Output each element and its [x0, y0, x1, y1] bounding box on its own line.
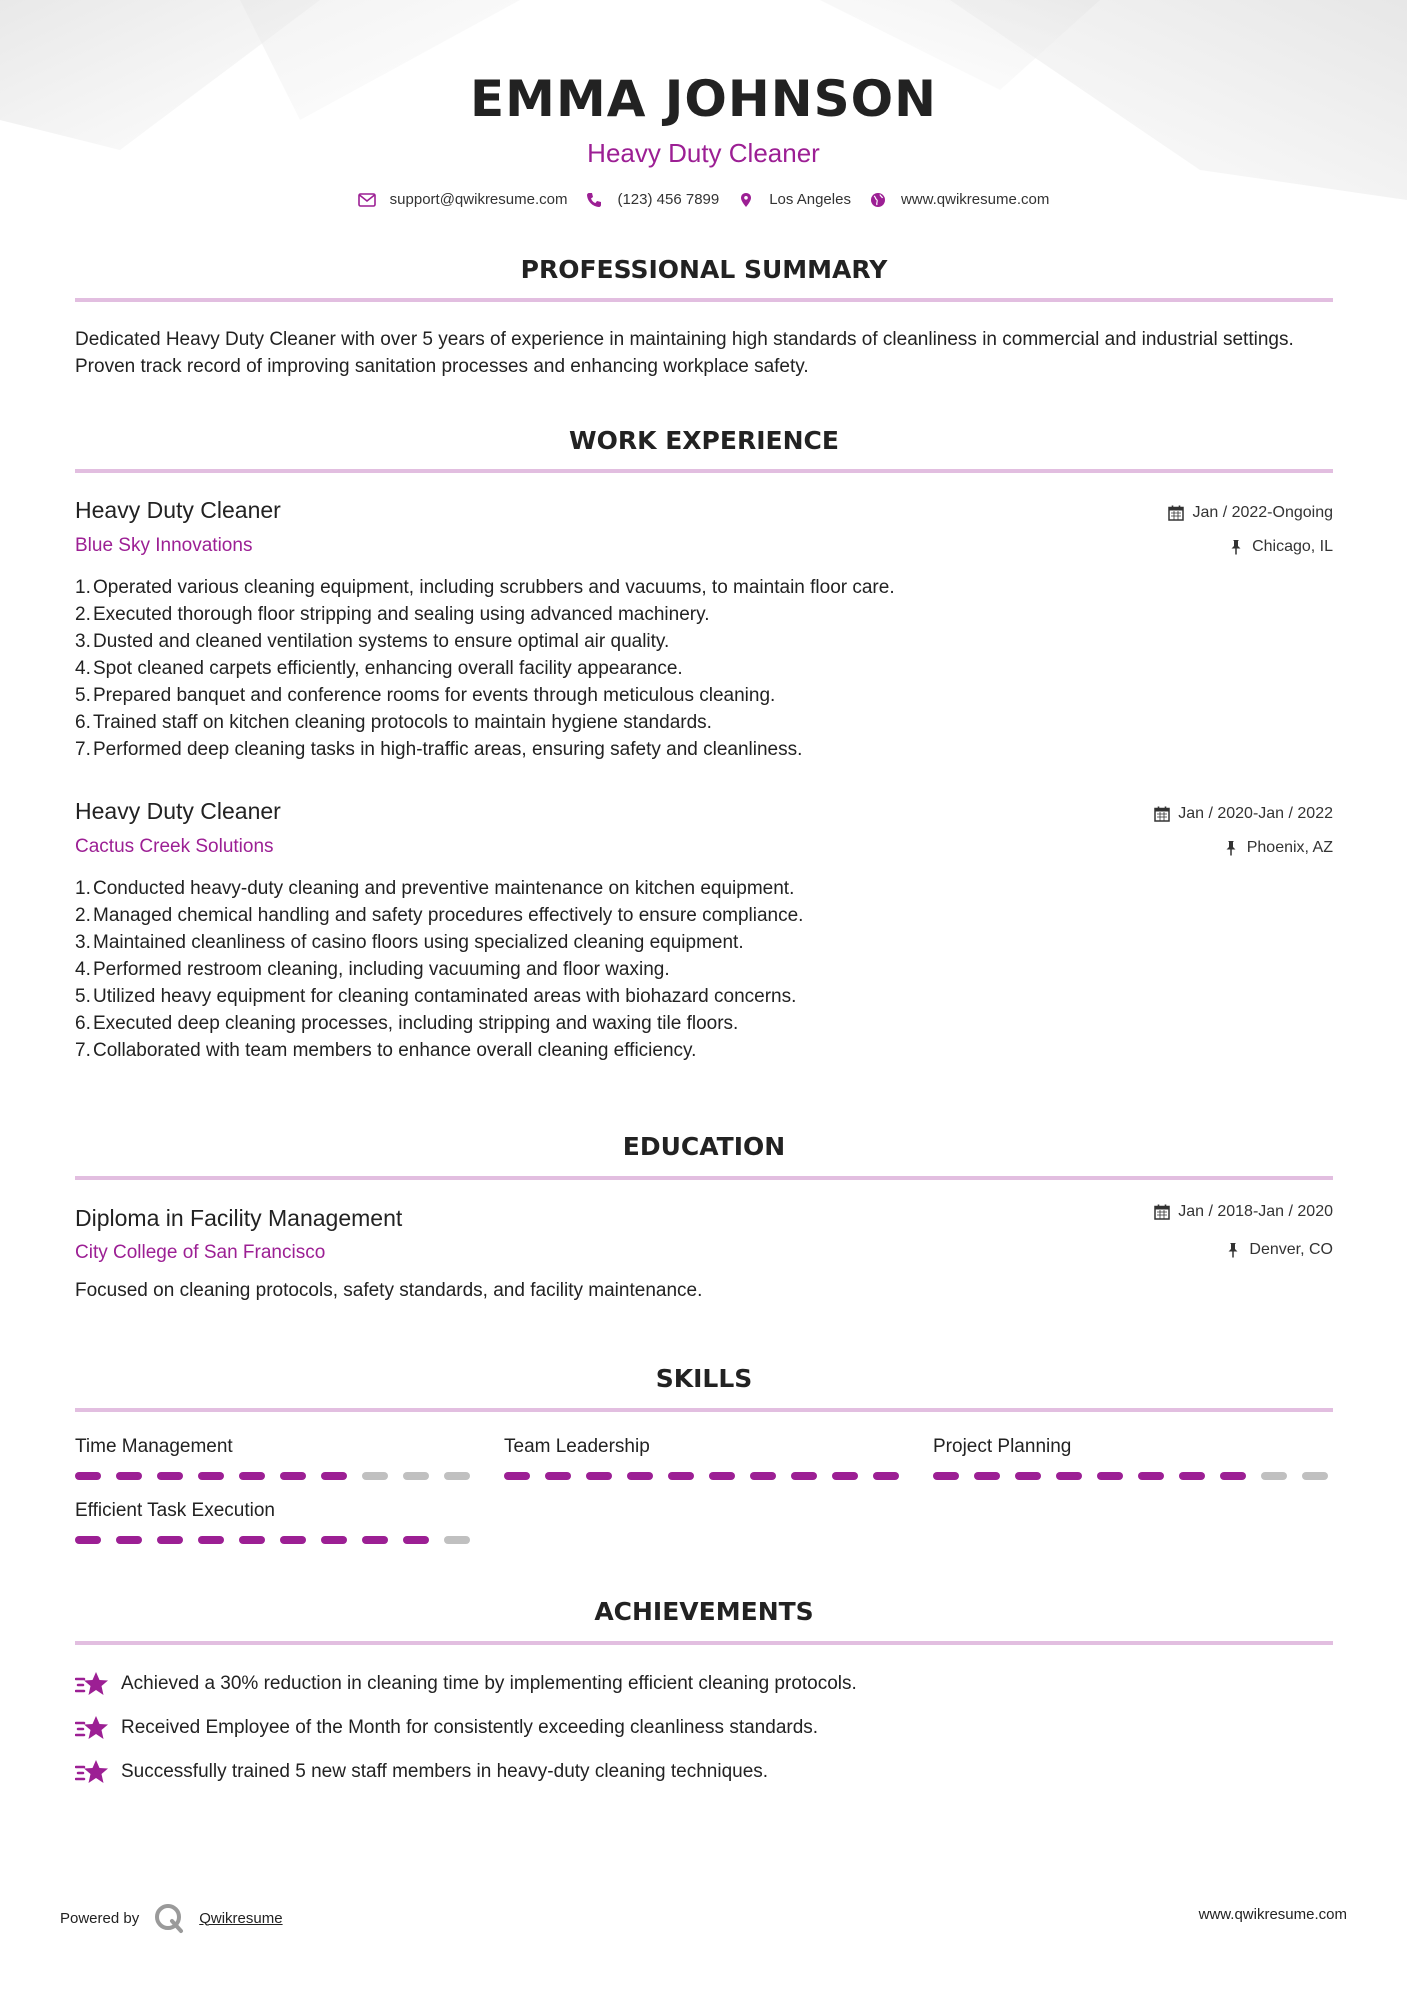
- job-1-company: Blue Sky Innovations: [75, 535, 253, 556]
- skill-dash-filled: [627, 1472, 653, 1480]
- list-item-text: Managed chemical handling and safety procedures effectively to ensure compliance.: [93, 905, 804, 926]
- skill-dash-filled: [586, 1472, 612, 1480]
- skill-dash-empty: [444, 1472, 470, 1480]
- skills-divider: [75, 1408, 1333, 1412]
- phone-icon: [585, 192, 603, 208]
- list-item-text: Dusted and cleaned ventilation systems to ensure optimal air quality.: [93, 631, 670, 652]
- pushpin-icon: [1228, 539, 1244, 555]
- job-2-dates-text: Jan / 2020-Jan / 2022: [1178, 805, 1333, 822]
- resume-header: [0, 70, 1407, 208]
- list-item: 5. Prepared banquet and conference rooms for events through meticulous cleaning.: [75, 682, 1333, 709]
- list-item-text: Utilized heavy equipment for cleaning contaminated areas with biohazard concerns.: [93, 986, 797, 1007]
- achievements-section-title: ACHIEVEMENTS: [594, 1597, 814, 1626]
- education-location: [1225, 1241, 1333, 1259]
- job-2-location-text: Phoenix, AZ: [1246, 839, 1333, 856]
- skill-dash-filled: [1015, 1472, 1041, 1480]
- summary-divider: [75, 298, 1333, 302]
- list-item-text: Collaborated with team members to enhance overall cleaning efficiency.: [93, 1040, 697, 1061]
- list-item: 3. Dusted and cleaned ventilation systems to ensure optimal air quality.: [75, 628, 1333, 655]
- skill-dash-filled: [321, 1472, 347, 1480]
- achievement-item: [75, 1714, 818, 1742]
- skill-dash-filled: [933, 1472, 959, 1480]
- contact-location-text: Los Angeles: [769, 191, 851, 208]
- globe-icon: [869, 192, 887, 208]
- list-item: 4. Spot cleaned carpets efficiently, enhancing overall facility appearance.: [75, 655, 1333, 682]
- job-1-dates: [1168, 504, 1333, 522]
- job-1-location-text: Chicago, IL: [1252, 538, 1333, 555]
- skill-dash-filled: [198, 1472, 224, 1480]
- skill-item: [504, 1436, 904, 1480]
- contact-website-text: www.qwikresume.com: [900, 191, 1050, 208]
- job-2-bullet-list: [75, 875, 1333, 1064]
- summary-text: Dedicated Heavy Duty Cleaner with over 5 years of experience in maintaining high standards of cleanliness in commercial and industrial settings. Proven track record of improving sanitation processes and enhancing workplace safety.: [75, 329, 1294, 377]
- education-description: Focused on cleaning protocols, safety standards, and facility maintenance.: [75, 1280, 703, 1301]
- list-item: 7. Collaborated with team members to enhance overall cleaning efficiency.: [75, 1037, 1333, 1064]
- list-item: 1. Operated various cleaning equipment, including scrubbers and vacuums, to maintain floor care.: [75, 574, 1333, 601]
- education-dates-text: Jan / 2018-Jan / 2020: [1178, 1203, 1333, 1220]
- job-1-bullet-list: [75, 574, 1333, 763]
- contact-location: [737, 191, 851, 208]
- pushpin-icon: [1223, 840, 1239, 856]
- list-item-text: Performed restroom cleaning, including vacuuming and floor waxing.: [93, 959, 670, 980]
- skill-dash-filled: [198, 1536, 224, 1544]
- map-pin-icon: [737, 192, 755, 208]
- skill-name: Efficient Task Execution: [75, 1500, 275, 1521]
- skill-dash-empty: [362, 1472, 388, 1480]
- list-item: 4. Performed restroom cleaning, including vacuuming and floor waxing.: [75, 956, 1333, 983]
- skill-dash-filled: [1220, 1472, 1246, 1480]
- summary-section-title: PROFESSIONAL SUMMARY: [520, 255, 888, 284]
- skill-dash-filled: [280, 1536, 306, 1544]
- skill-item: [75, 1500, 475, 1544]
- list-item-text: Performed deep cleaning tasks in high-traffic areas, ensuring safety and cleanliness.: [93, 739, 803, 760]
- contact-email[interactable]: [358, 191, 568, 208]
- skill-dash-filled: [280, 1472, 306, 1480]
- skill-rating: [504, 1472, 904, 1480]
- powered-by-label: Powered by: [60, 1909, 140, 1927]
- education-location-text: Denver, CO: [1249, 1241, 1333, 1258]
- star-icon: [75, 1758, 109, 1786]
- list-item-text: Spot cleaned carpets efficiently, enhancing overall facility appearance.: [93, 658, 683, 679]
- education-school: City College of San Francisco: [75, 1242, 326, 1263]
- education-dates: [1154, 1203, 1333, 1221]
- education-divider: [75, 1176, 1333, 1180]
- skill-dash-filled: [157, 1472, 183, 1480]
- list-item-text: Executed thorough floor stripping and sealing using advanced machinery.: [93, 604, 710, 625]
- skill-dash-filled: [239, 1472, 265, 1480]
- job-1-dates-text: Jan / 2022-Ongoing: [1192, 504, 1333, 521]
- list-item-text: Operated various cleaning equipment, including scrubbers and vacuums, to maintain floor care.: [93, 577, 895, 598]
- contact-website[interactable]: [869, 191, 1049, 208]
- candidate-name: EMMA JOHNSON: [470, 70, 937, 128]
- job-2-location: [1223, 839, 1333, 857]
- qwikresume-logo-icon: [153, 1902, 185, 1934]
- skill-dash-filled: [545, 1472, 571, 1480]
- achievements-divider: [75, 1641, 1333, 1645]
- skill-dash-filled: [1138, 1472, 1164, 1480]
- achievement-text: Received Employee of the Month for consistently exceeding cleanliness standards.: [121, 1717, 819, 1738]
- skill-name: Time Management: [75, 1436, 233, 1457]
- skill-rating: [75, 1536, 475, 1544]
- skill-dash-filled: [1056, 1472, 1082, 1480]
- list-item-text: Executed deep cleaning processes, including stripping and waxing tile floors.: [93, 1013, 739, 1034]
- envelope-icon: [358, 192, 376, 208]
- skill-dash-empty: [403, 1472, 429, 1480]
- skill-dash-filled: [1179, 1472, 1205, 1480]
- skills-section-title: SKILLS: [655, 1364, 753, 1393]
- pushpin-icon: [1225, 1242, 1241, 1258]
- skill-item: [75, 1436, 475, 1480]
- footer-site-link[interactable]: www.qwikresume.com: [1198, 1906, 1347, 1923]
- list-item-text: Trained staff on kitchen cleaning protocols to maintain hygiene standards.: [93, 712, 712, 733]
- list-item-text: Maintained cleanliness of casino floors using specialized cleaning equipment.: [93, 932, 744, 953]
- experience-divider: [75, 469, 1333, 473]
- list-item: 2. Managed chemical handling and safety procedures effectively to ensure compliance.: [75, 902, 1333, 929]
- list-item: 2. Executed thorough floor stripping and sealing using advanced machinery.: [75, 601, 1333, 628]
- skill-dash-filled: [1097, 1472, 1123, 1480]
- list-item: 6. Trained staff on kitchen cleaning protocols to maintain hygiene standards.: [75, 709, 1333, 736]
- list-item: 6. Executed deep cleaning processes, including stripping and waxing tile floors.: [75, 1010, 1333, 1037]
- skill-dash-filled: [239, 1536, 265, 1544]
- skill-item: [933, 1436, 1333, 1480]
- skill-dash-filled: [362, 1536, 388, 1544]
- contact-email-text: support@qwikresume.com: [389, 191, 568, 208]
- skill-dash-filled: [116, 1472, 142, 1480]
- skill-dash-filled: [321, 1536, 347, 1544]
- skill-dash-filled: [668, 1472, 694, 1480]
- contact-phone[interactable]: [585, 191, 719, 208]
- skill-dash-filled: [791, 1472, 817, 1480]
- calendar-icon: [1154, 1204, 1170, 1220]
- star-icon: [75, 1670, 109, 1698]
- achievement-text: Successfully trained 5 new staff members in heavy-duty cleaning techniques.: [121, 1761, 769, 1782]
- skill-dash-filled: [403, 1536, 429, 1544]
- list-item: 5. Utilized heavy equipment for cleaning contaminated areas with biohazard concerns.: [75, 983, 1333, 1010]
- star-icon: [75, 1714, 109, 1742]
- achievement-item: [75, 1758, 768, 1786]
- contact-bar: [0, 191, 1407, 208]
- skill-dash-filled: [974, 1472, 1000, 1480]
- skill-name: Team Leadership: [504, 1436, 650, 1457]
- calendar-icon: [1168, 505, 1184, 521]
- list-item: 3. Maintained cleanliness of casino floors using specialized cleaning equipment.: [75, 929, 1333, 956]
- skill-dash-filled: [157, 1536, 183, 1544]
- skill-dash-filled: [116, 1536, 142, 1544]
- education-section-title: EDUCATION: [622, 1132, 786, 1161]
- job-1-title: Heavy Duty Cleaner: [75, 497, 281, 523]
- skill-dash-filled: [75, 1472, 101, 1480]
- skill-dash-empty: [1261, 1472, 1287, 1480]
- list-item: 1. Conducted heavy-duty cleaning and preventive maintenance on kitchen equipment.: [75, 875, 1333, 902]
- job-2-company: Cactus Creek Solutions: [75, 836, 274, 857]
- list-item-text: Prepared banquet and conference rooms for events through meticulous cleaning.: [93, 685, 776, 706]
- skill-dash-filled: [750, 1472, 776, 1480]
- achievement-item: [75, 1670, 857, 1698]
- skill-dash-filled: [504, 1472, 530, 1480]
- job-1-location: [1228, 538, 1333, 556]
- list-item-text: Conducted heavy-duty cleaning and preventive maintenance on kitchen equipment.: [93, 878, 795, 899]
- job-2-dates: [1154, 805, 1333, 823]
- skill-rating: [75, 1472, 475, 1480]
- skill-dash-filled: [75, 1536, 101, 1544]
- skill-name: Project Planning: [933, 1436, 1072, 1457]
- skill-dash-filled: [709, 1472, 735, 1480]
- education-degree: Diploma in Facility Management: [75, 1205, 403, 1231]
- skill-dash-empty: [1302, 1472, 1328, 1480]
- footer-powered-by: [60, 1902, 283, 1934]
- skill-rating: [933, 1472, 1333, 1480]
- skill-dash-filled: [832, 1472, 858, 1480]
- experience-section-title: WORK EXPERIENCE: [569, 426, 839, 455]
- job-2-title: Heavy Duty Cleaner: [75, 798, 281, 824]
- achievement-text: Achieved a 30% reduction in cleaning time by implementing efficient cleaning protocols.: [121, 1673, 857, 1694]
- contact-phone-text: (123) 456 7899: [617, 191, 720, 208]
- qwikresume-link[interactable]: Qwikresume: [199, 1909, 283, 1927]
- calendar-icon: [1154, 806, 1170, 822]
- skill-dash-empty: [444, 1536, 470, 1544]
- list-item: 7. Performed deep cleaning tasks in high-traffic areas, ensuring safety and cleanliness.: [75, 736, 1333, 763]
- skill-dash-filled: [873, 1472, 899, 1480]
- candidate-role: Heavy Duty Cleaner: [587, 138, 820, 168]
